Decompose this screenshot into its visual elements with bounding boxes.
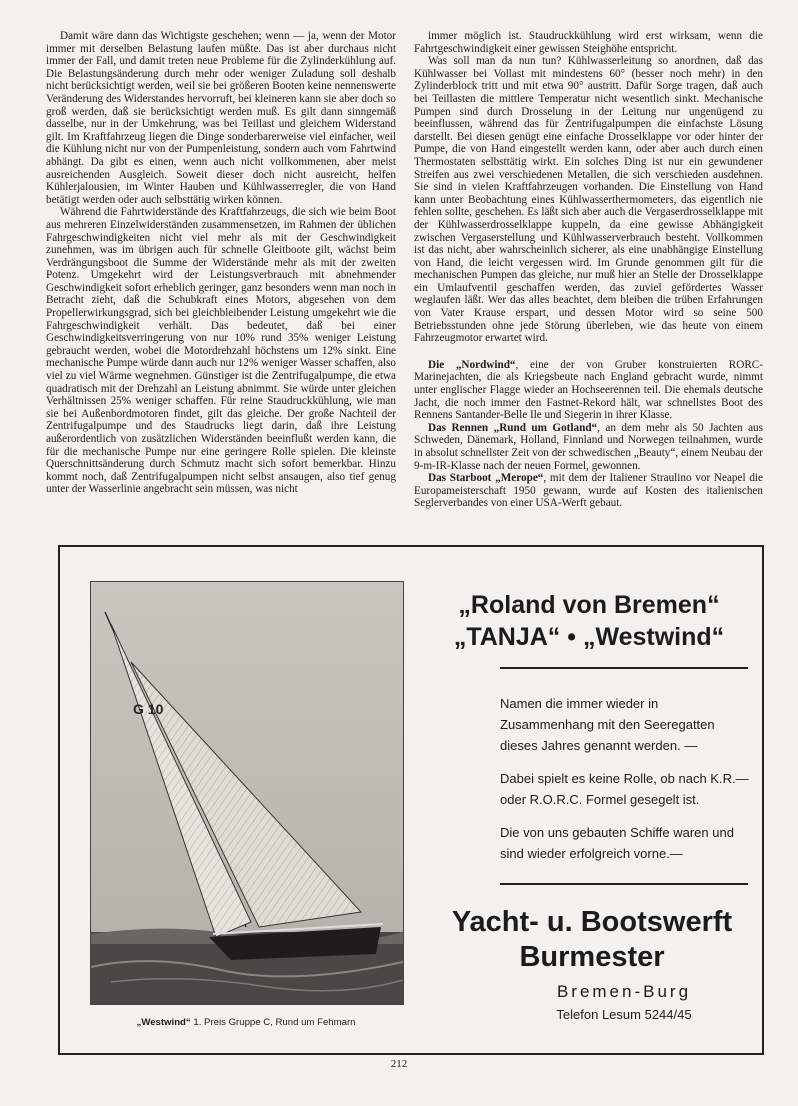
ad-body	[500, 693, 750, 876]
ad-paragraph: Die von uns gebauten Schiffe waren und sind wieder erfolgreich vorne.—	[500, 825, 734, 861]
firm-name-line-2: Burmester	[519, 941, 665, 973]
ad-paragraph: Namen die immer wieder in Zusammenhang mit den Seeregatten dieses Jahres genannt werden. —	[500, 696, 715, 753]
ad-headline	[424, 589, 754, 653]
advertisement	[58, 545, 764, 1055]
paragraph: immer möglich ist. Staudruckkühlung wird erst wirksam, wenn die Fahrtgeschwindigkeit einer gewissen Steighöhe entspricht.	[414, 30, 763, 55]
divider	[500, 667, 748, 669]
firm-name	[424, 905, 760, 975]
ad-paragraph: Dabei spielt es keine Rolle, ob nach K.R.— oder R.O.R.C. Formel gesegelt ist.	[500, 771, 749, 807]
paragraph: Was soll man da nun tun? Kühlwasserleitung so anordnen, daß das Kühlwasser bei Vollast mit mindestens 60° (besser noch mehr) in den Zylinderblock tritt und mit etwa 90° austritt. Dafür Sorge tragen, daß auch bei Teillasten die mittlere Temperatur nicht wesentlich sinkt. Mechanische Pumpen sind durch Drosselung in der Leitung nur ungenügend zu beeinflussen, während das für Zentrifugalpumpen die einfachste Lösung darstellt. Bei diesen genügt eine einfache Drosselklappe vor oder hinter der Pumpe, die von Hand eingestellt werden kann, oder aber auch durch einen Thermostaten selbsttätig wirkt. Ein solches Ding ist nur ein gewundener Streifen aus zwei verschiedenen Metallen, die sich verschieden ausdehnen. Sie sind in vielen Kraftfahrzeugen vorhanden. Die Einstellung von Hand kann unter Beobachtung eines Kühlwasserthermometers, das eigentlich nie fehlen sollte, geschehen. Es läßt sich aber auch die Vergaserdrosselklappe mit der Kühlwasserdrosselklappe kuppeln, da eine gewisse Abhängigkeit zwischen Vergaserstellung und Kühlwasserverbrauch besteht. Vollkommen ist das nicht, aber wahrscheinlich sicherer, als eine unabhängige Einstellung von Hand, die leicht vergessen wird. Im Grunde genommen gilt für die mechanischen Pumpen das gleiche, nur muß hier an Stelle der Drosselklappe ein Umlaufventil geschaffen werden, das zuviel gefördertes Wasser weglaufen läßt. Wer das alles beachtet, dem bleiben die trüben Erfahrungen von Vater Krause erspart, und dessen Motor wird so seine 500 Betriebsstunden ohne jede Störung überleben, wie das heute von einem Fahrzeugmotor erwartet wird.	[414, 55, 763, 345]
divider	[500, 883, 748, 885]
news-heading: Das Starboot „Merope“	[428, 472, 544, 485]
news-text: , an dem mehr als 50 Jachten aus Schweden, Dänemark, Holland, Finnland und Norwegen teilnahmen, wurde in absolut schnellster Zeit von der schwedischen „Beauty“, einem Neubau der 9-m-IR-Klasse nach der neuen Formel, gewonnen.	[414, 421, 763, 472]
news-item	[414, 472, 763, 510]
sailboat-photo	[90, 581, 404, 1005]
paragraph: Damit wäre dann das Wichtigste geschehen; wenn — ja, wenn der Motor immer mit derselben Belastung laufen müßte. Das ist aber durchaus nicht immer der Fall, und damit treten neue Probleme für die Zylinderkühlung auf. Die Belastungsänderung durch mehr oder weniger Zuladung soll deshalb nicht berücksichtigt werden, weil sie bei größeren Booten keine nennenswerte Veränderung des Widerstandes hervorruft, bei kleineren kann sie aber doch so groß werden, daß sie berücksichtigt werden muß. Es gilt dann sinngemäß dasselbe, nur in der Umkehrung, was bei Teillast und gleichem Widerstand gilt. Im Kraftfahrzeug liegen die Dinge sonderbarerweise viel einfacher, weil die Kühlung nicht nur von der Pumpenleistung, sondern auch vom Fahrtwind abhängt. Da gibt es einen, wenn auch nicht vollkommenen, aber meist ausreichenden Ausgleich. Soweit dieser doch nicht ausreicht, helfen Kühlerjalousien, im Winter Hauben und Kühlwasserregler, die von Hand betätigt werden oder auch selbsttätig wirken können.	[46, 30, 396, 206]
caption-text: 1. Preis Gruppe C, Rund um Fehmarn	[190, 1017, 356, 1028]
news-section	[414, 359, 763, 510]
ad-headline-line-2: „TANJA“ • „Westwind“	[453, 623, 725, 651]
photo-caption	[90, 1017, 402, 1028]
news-item	[414, 422, 763, 472]
firm-name-line-1: Yacht- u. Bootswerft	[451, 906, 733, 938]
page-number: 212	[390, 1058, 408, 1070]
left-column	[46, 30, 396, 496]
sail-number: G 10	[133, 701, 164, 717]
paragraph: Während die Fahrtwiderstände des Kraftfahrzeugs, die sich wie beim Boot aus mehreren Einzelwiderständen zusammensetzen, im Rahmen der üblichen Fahrgeschwindigkeiten nicht viel mehr als mit der Geschwindigkeit zunehmen, was im übrigen auch für schnelle Gleitboote gilt, wächst beim Verdrängungsboot die Summe der Widerstände mehr als mit der zweiten Potenz. Umgekehrt wird der Leistungsverbrauch mit abnehmender Geschwindigkeit sofort erheblich geringer, ganz besonders wenn man noch in Betracht zieht, daß die Schubkraft eines Motors, abgesehen von dem Propellerwirkungsgrad, sich bei gleichbleibender Leistung umgekehrt wie die Fahrgeschwindigkeit verhält. Das bedeutet, daß bei einer Geschwindigkeitsverringerung von nur 10% rund 35% weniger Leistung gebraucht werden, wobei die Motordrehzahl höchstens um 12% sinkt. Eine mechanische Pumpe würde dann auch nur 12% weniger Wasser schaffen, also viel zu viel Wärme wegnehmen. Günstiger ist die Zentrifugalpumpe, die etwa quadratisch mit der Drehzahl an Leistung abnimmt. Sie würde unter gleichen Verhältnissen 25% weniger schaffen. Für reine Staudruckkühlung, wie man sie bei Außenbordmotoren findet, gilt das gleiche. Der große Nachteil der Zentrifugalpumpe und des Staudrucks liegt darin, daß ihre Leistung außerordentlich von zusätzlichen Widerständen beeinflußt werden kann, die für die mechanische Pumpe nur eine geringere Rolle spielen. Die kleinste Querschnittsänderung durch Schmutz macht sich sofort bemerkbar. Hinzu kommt noch, daß Zentrifugalpumpen nicht selbst ansaugen, also tief genug unter der Wasserlinie angebracht sein müssen, was nicht	[46, 206, 396, 496]
ad-headline-line-1: „Roland von Bremen“	[458, 591, 720, 619]
news-text: , mit dem der Italiener Straulino vor Neapel die Europameisterschaft 1950 gewann, wurde auf Kosten des italienischen Seglerverbandes von einer USA-Werft gebaut.	[414, 472, 763, 510]
news-heading: Die „Nordwind“	[428, 358, 516, 371]
news-heading: Das Rennen „Rund um Gotland“	[428, 421, 598, 434]
right-column	[414, 30, 763, 510]
caption-boat: „Westwind“	[136, 1017, 191, 1028]
news-item	[414, 359, 763, 422]
firm-city: Bremen-Burg	[556, 982, 692, 1001]
firm-phone: Telefon Lesum 5244/45	[556, 1007, 692, 1022]
news-text: , eine der von Gruber konstruierten RORC-Marinejachten, die als Kriegsbeute nach England gebracht wurde, nimmt unter englischer Flagge wieder an Hochseerennen teil. Die ehemals deutsche Jacht, die noch immer den Fastnet-Rekord hält, war schnellstes Boot des Rennens Santander-Belle Ile und Siegerin in ihrer Klasse.	[414, 358, 763, 422]
